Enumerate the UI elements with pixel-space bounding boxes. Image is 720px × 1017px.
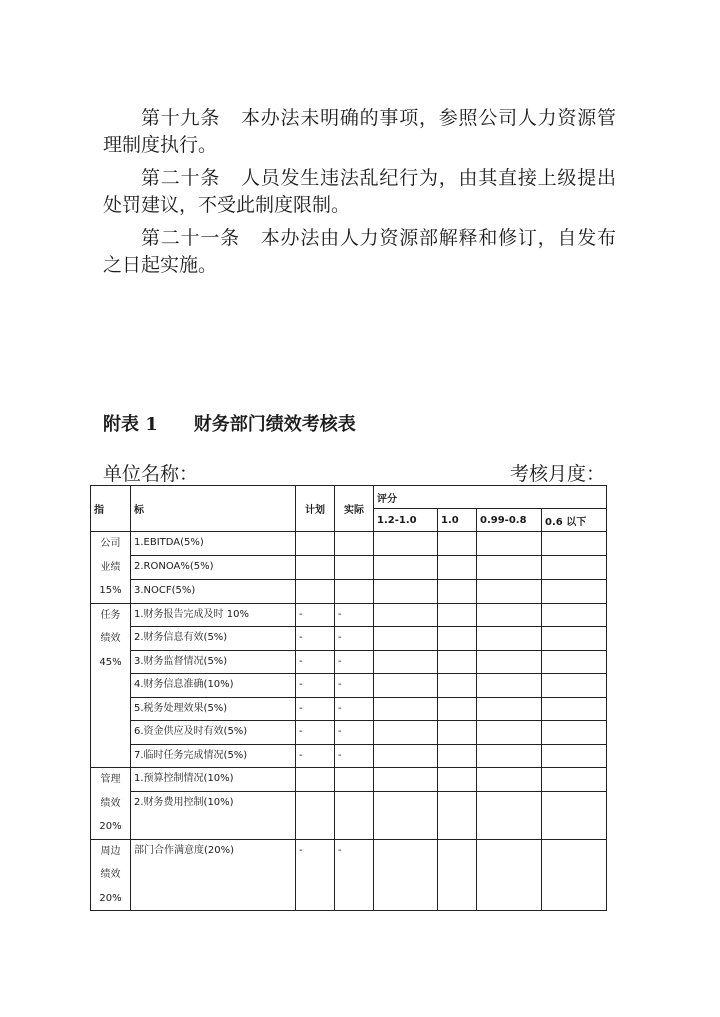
table-row — [91, 768, 607, 792]
category-line: 绩效 — [100, 633, 121, 644]
header-score-range: 0.99-0.8 — [477, 509, 542, 532]
table-body — [91, 532, 607, 911]
score-cell — [438, 744, 477, 768]
plan-cell: - — [296, 674, 335, 698]
score-cell — [438, 697, 477, 721]
table-row — [91, 627, 607, 651]
category-line: 绩效 — [100, 797, 121, 809]
actual-cell: - — [335, 627, 374, 651]
category-line: 绩效 — [100, 869, 121, 880]
table-row — [91, 579, 607, 603]
plan-cell: - — [296, 744, 335, 768]
score-cell — [374, 839, 438, 911]
header-indicator-a: 指 — [91, 486, 131, 532]
table-row — [91, 721, 607, 745]
indicator-cell: 5.税务处理效果(5%) — [131, 697, 296, 721]
header-actual: 实际 — [335, 486, 374, 532]
table-row — [91, 603, 607, 627]
score-cell — [438, 839, 477, 911]
score-cell — [477, 627, 542, 651]
header-indicator-b: 标 — [131, 486, 296, 532]
score-cell — [542, 532, 607, 556]
score-cell — [542, 721, 607, 745]
actual-cell — [335, 579, 374, 603]
actual-cell: - — [335, 721, 374, 745]
score-cell — [542, 839, 607, 911]
score-cell — [438, 674, 477, 698]
header-score-range: 1.2-1.0 — [374, 509, 438, 532]
plan-cell: - — [296, 603, 335, 627]
performance-table — [90, 485, 607, 911]
table-row — [91, 555, 607, 579]
plan-cell — [296, 579, 335, 603]
score-cell — [374, 579, 438, 603]
actual-cell: - — [335, 650, 374, 674]
indicator-cell: 3.NOCF(5%) — [131, 579, 296, 603]
score-cell — [477, 674, 542, 698]
article-number: 第二十一条 — [141, 227, 240, 249]
score-cell — [542, 650, 607, 674]
plan-cell — [296, 532, 335, 556]
score-cell — [438, 650, 477, 674]
score-cell — [438, 555, 477, 579]
plan-cell: - — [296, 627, 335, 651]
actual-cell: - — [335, 839, 374, 911]
table-row — [91, 744, 607, 768]
score-cell — [477, 579, 542, 603]
category-cell — [91, 768, 131, 840]
plan-cell — [296, 791, 335, 839]
score-cell — [542, 555, 607, 579]
category-line: 15% — [99, 585, 122, 596]
plan-cell — [296, 555, 335, 579]
indicator-cell: 2.财务费用控制(10%) — [131, 791, 296, 839]
score-cell — [542, 697, 607, 721]
category-line: 周边 — [100, 845, 121, 857]
score-cell — [542, 579, 607, 603]
actual-cell — [335, 532, 374, 556]
article-text: 本办法未明确的事项，参照公司人力资源管理制度执行。 — [103, 107, 616, 156]
table-row — [91, 791, 607, 839]
score-cell — [374, 603, 438, 627]
score-cell — [374, 627, 438, 651]
article-21 — [103, 225, 616, 279]
score-cell — [438, 768, 477, 792]
plan-cell: - — [296, 650, 335, 674]
table-row — [91, 532, 607, 556]
category-line: 公司 — [100, 538, 121, 549]
score-cell — [477, 697, 542, 721]
category-cell — [91, 603, 131, 768]
score-cell — [477, 744, 542, 768]
indicator-cell: 1.预算控制情况(10%) — [131, 768, 296, 792]
article-text: 人员发生违法乱纪行为，由其直接上级提出处罚建议，不受此制度限制。 — [103, 167, 616, 216]
category-cell — [91, 839, 131, 911]
actual-cell: - — [335, 744, 374, 768]
indicator-cell: 1.财务报告完成及时 10% — [131, 603, 296, 627]
score-cell — [477, 768, 542, 792]
indicator-cell: 2.RONOA%(5%) — [131, 555, 296, 579]
indicator-cell: 4.财务信息准确(10%) — [131, 674, 296, 698]
header-plan: 计划 — [296, 486, 335, 532]
article-20 — [103, 165, 616, 219]
category-line: 业绩 — [100, 561, 121, 573]
score-cell — [374, 721, 438, 745]
table-row — [91, 650, 607, 674]
category-line: 20% — [99, 821, 122, 832]
score-cell — [374, 768, 438, 792]
score-cell — [542, 627, 607, 651]
indicator-cell: 1.EBITDA(5%) — [131, 532, 296, 556]
score-cell — [542, 674, 607, 698]
actual-cell — [335, 768, 374, 792]
score-cell — [477, 650, 542, 674]
article-number: 第十九条 — [141, 107, 221, 129]
indicator-cell: 2.财务信息有效(5%) — [131, 627, 296, 651]
indicator-cell: 3.财务监督情况(5%) — [131, 650, 296, 674]
score-cell — [374, 791, 438, 839]
article-19 — [103, 105, 616, 159]
score-cell — [374, 532, 438, 556]
score-cell — [477, 603, 542, 627]
actual-cell: - — [335, 674, 374, 698]
score-cell — [374, 650, 438, 674]
header-score-range: 1.0 — [438, 509, 477, 532]
score-cell — [438, 579, 477, 603]
unit-name-label: 单位名称： — [103, 463, 199, 485]
score-cell — [542, 603, 607, 627]
appendix-name: 财务部门绩效考核表 — [193, 414, 356, 435]
score-cell — [542, 744, 607, 768]
score-cell — [374, 674, 438, 698]
score-cell — [438, 627, 477, 651]
score-cell — [542, 791, 607, 839]
table-row — [91, 674, 607, 698]
score-cell — [477, 532, 542, 556]
assessment-month-label: 考核月度： — [510, 463, 606, 485]
score-cell — [477, 555, 542, 579]
indicator-cell: 部门合作满意度(20%) — [131, 839, 296, 911]
table-row — [91, 697, 607, 721]
score-cell — [477, 721, 542, 745]
score-cell — [374, 555, 438, 579]
appendix-label: 附表 1 — [103, 414, 158, 435]
article-text: 本办法由人力资源部解释和修订，自发布之日起实施。 — [103, 227, 616, 276]
plan-cell: - — [296, 839, 335, 911]
score-cell — [374, 744, 438, 768]
table-row — [91, 839, 607, 911]
plan-cell: - — [296, 721, 335, 745]
actual-cell — [335, 555, 374, 579]
score-cell — [438, 721, 477, 745]
header-score-range: 0.6 以下 — [542, 509, 607, 532]
score-cell — [477, 839, 542, 911]
article-number: 第二十条 — [141, 167, 221, 189]
category-cell — [91, 532, 131, 604]
actual-cell: - — [335, 697, 374, 721]
appendix-title — [103, 410, 356, 436]
score-cell — [542, 768, 607, 792]
score-cell — [374, 697, 438, 721]
score-cell — [438, 791, 477, 839]
category-line: 45% — [99, 656, 122, 668]
score-cell — [438, 532, 477, 556]
score-cell — [438, 603, 477, 627]
plan-cell: - — [296, 697, 335, 721]
plan-cell — [296, 768, 335, 792]
category-line: 任务 — [100, 609, 121, 621]
category-line: 管理 — [100, 774, 121, 785]
actual-cell — [335, 791, 374, 839]
score-cell — [477, 791, 542, 839]
header-score: 评分 — [374, 486, 607, 509]
category-line: 20% — [99, 892, 122, 904]
indicator-cell: 6.资金供应及时有效(5%) — [131, 721, 296, 745]
indicator-cell: 7.临时任务完成情况(5%) — [131, 744, 296, 768]
actual-cell: - — [335, 603, 374, 627]
table-header — [91, 486, 607, 532]
